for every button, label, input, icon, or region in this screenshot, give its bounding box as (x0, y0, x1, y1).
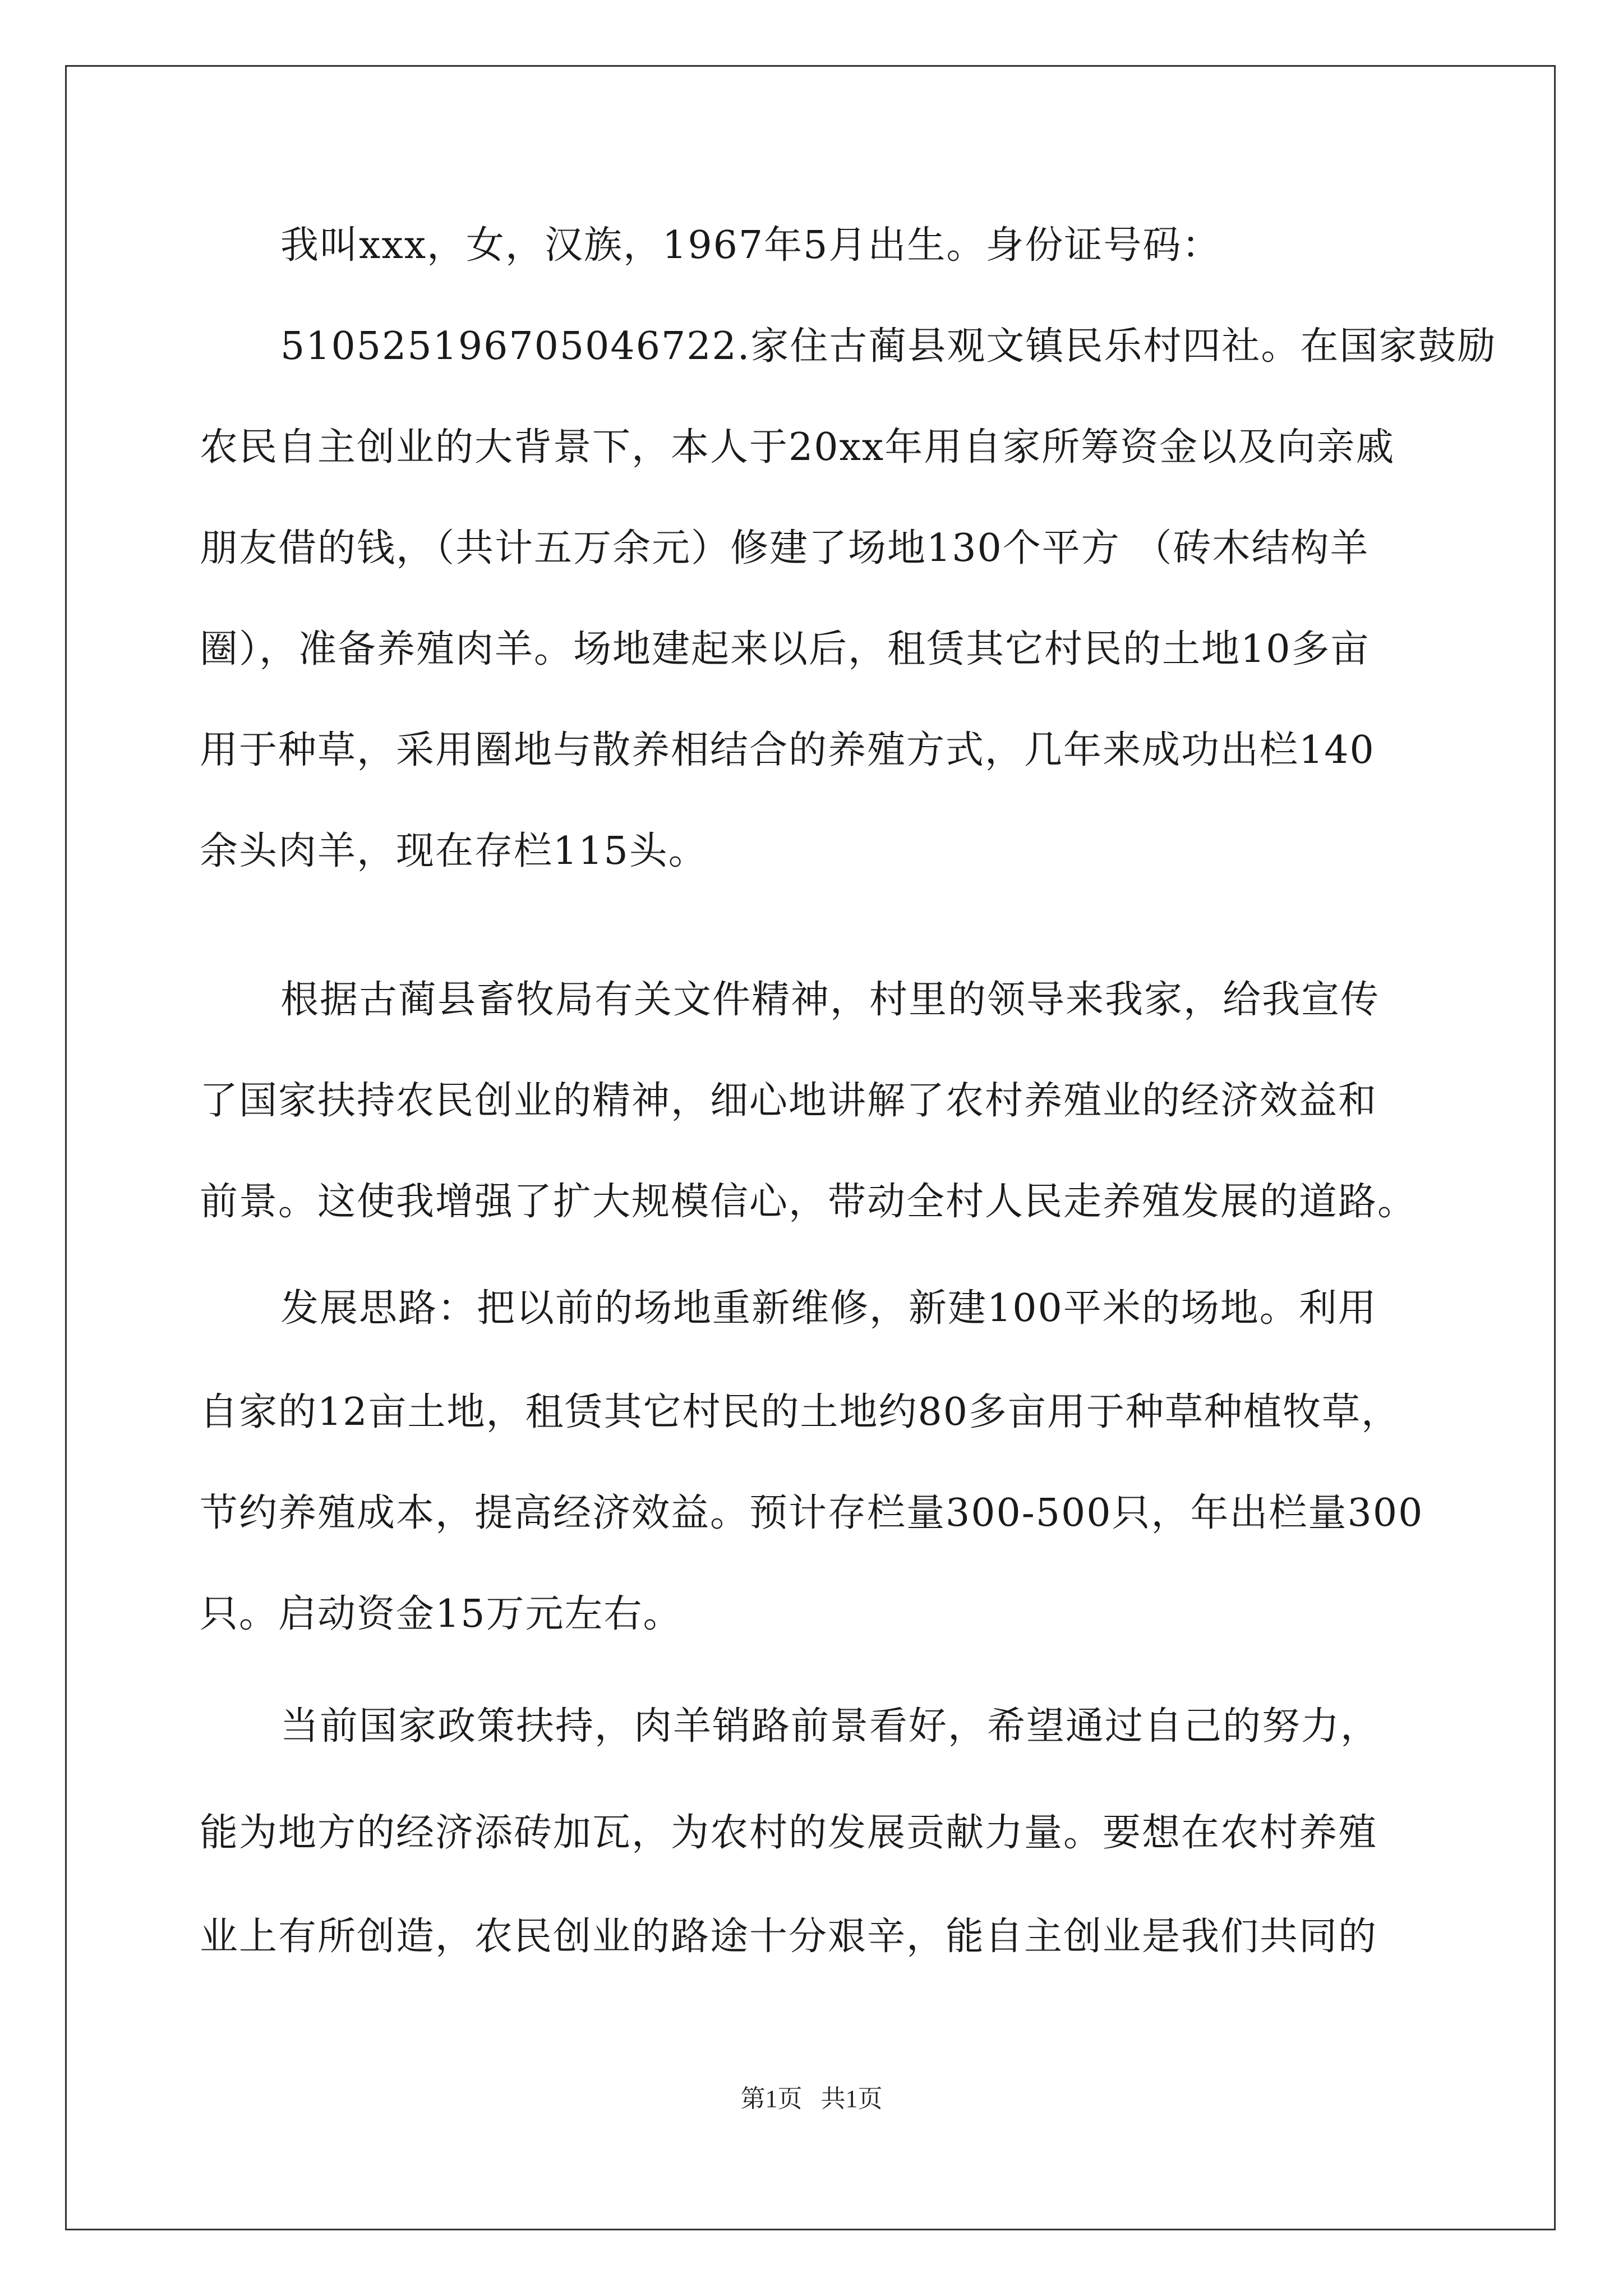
paragraph-line: 圈），准备养殖肉羊。场地建起来以后，租赁其它村民的土地10多亩 (200, 627, 1370, 671)
paragraph-line: 节约养殖成本，提高经济效益。预计存栏量300-500只，年出栏量300 (200, 1491, 1424, 1535)
paragraph-line: 根据古蔺县畜牧局有关文件精神，村里的领导来我家，给我宣传 (280, 978, 1380, 1022)
paragraph-line: 只。启动资金15万元左右。 (200, 1592, 683, 1636)
paragraph-line: 了国家扶持农民创业的精神，细心地讲解了农村养殖业的经济效益和 (200, 1079, 1378, 1123)
paragraph-line: 当前国家政策扶持，肉羊销路前景看好，希望通过自己的努力， (280, 1704, 1380, 1749)
paragraph-line: 业上有所创造，农民创业的路途十分艰辛，能自主创业是我们共同的 (200, 1915, 1378, 1959)
paragraph-line: 发展思路：把以前的场地重新维修，新建100平米的场地。利用 (280, 1286, 1377, 1331)
paragraph-line: 我叫xxx，女，汉族，1967年5月出生。身份证号码： (280, 223, 1221, 268)
paragraph-line: 510525196705046722.家住古蔺县观文镇民乐村四社。在国家鼓励 (280, 324, 1497, 369)
paragraph-line: 自家的12亩土地，租赁其它村民的土地约80多亩用于种草种植牧草， (200, 1390, 1401, 1434)
paragraph-line: 用于种草，采用圈地与散养相结合的养殖方式，几年来成功出栏140 (200, 728, 1375, 772)
page-border (65, 65, 1556, 2230)
paragraph-line: 朋友借的钱，（共计五万余元）修建了场地130个平方 （砖木结构羊 (200, 526, 1370, 570)
paragraph-line: 能为地方的经济添砖加瓦，为农村的发展贡献力量。要想在农村养殖 (200, 1811, 1378, 1855)
paragraph-line: 余头肉羊，现在存栏115头。 (200, 829, 708, 873)
paragraph-line: 农民自主创业的大背景下，本人于20xx年用自家所筹资金以及向亲戚 (200, 425, 1395, 470)
page-number-footer: 第1页 共1页 (740, 2085, 883, 2113)
paragraph-line: 前景。这使我增强了扩大规模信心，带动全村人民走养殖发展的道路。 (200, 1180, 1417, 1224)
